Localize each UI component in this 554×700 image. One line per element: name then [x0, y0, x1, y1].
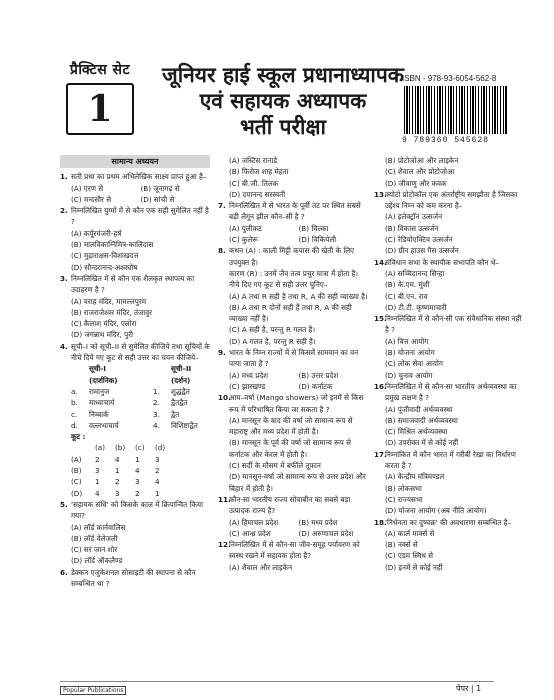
- code-cell: 4: [135, 466, 140, 476]
- code-cell: [71, 442, 95, 453]
- option-d: (D) ग्रीन हाउस गैस उत्सर्जन: [385, 246, 459, 256]
- question-text: 'सहायक संधि' को किसके काल में क्रियान्वित किया गया?: [71, 499, 203, 521]
- question-text: सूची–I को सूची–II से सुमेलित कीजिये तथा सूचियों के नीचे दिये गए कूट से सही उत्तर का चयन कीजिये–: [71, 341, 210, 363]
- code-cell: (d): [155, 443, 166, 453]
- publisher-logo: Popular Publications: [60, 686, 126, 695]
- option-d: (D) चुनाव आयोग: [385, 370, 433, 380]
- option-c: (C) कैलाश मंदिर, एलोरा: [71, 319, 137, 329]
- option-d: (D) A गलत है, परन्तु R सही है।: [229, 336, 316, 346]
- column-3: [374, 155, 524, 573]
- match-cell: द्वैतद्वैत: [171, 398, 188, 408]
- question-number: 16.: [374, 381, 387, 391]
- option-d: (D) सांची से: [140, 194, 175, 204]
- column-2: [218, 155, 368, 573]
- option-d: (D) दयानन्द सरस्वती: [229, 189, 286, 199]
- code-cell: 1: [115, 466, 120, 476]
- question-7: [218, 200, 368, 223]
- option-b: (B) लॉर्ड वेलेजली: [71, 533, 118, 543]
- question-text: निम्नलिखित में से कौन-सा जीव-समूह पर्यावरण को स्वस्थ रखने में सहायक होता है?: [229, 540, 360, 561]
- list-2-heading: सूची–II: [171, 364, 192, 374]
- code-cell: (c): [135, 443, 145, 453]
- question-text: आम–वर्षा (Mango showers) जो इनमें से किस रूप में परिभाषित किया जा सकता है ?: [229, 393, 364, 414]
- reason-text: कारण (R) : उनमें जैव तत्व प्रचुर मात्रा में होता है।: [229, 268, 358, 278]
- title-line-2: एवं सहायक अध्यापक: [199, 88, 367, 113]
- option-a: (A) एरण से: [71, 183, 104, 193]
- option-c: (C) सर जान शोर: [71, 545, 118, 555]
- option-d: (D) विकियेली: [298, 235, 337, 245]
- option-b: (B) लोकसभा: [385, 483, 422, 493]
- code-cell: 3: [135, 477, 140, 487]
- option-c: (C) बी.एन. राव: [385, 291, 428, 301]
- assertion-text: कथन (A) : काली मिट्टी कपास की खेती के लिए उपयुक्त है।: [229, 246, 355, 267]
- question-number: 10.: [218, 393, 231, 403]
- question-text: निम्नांकित में कौन भारत में गरीबी रेखा का निर्धारण करता है ?: [385, 449, 516, 471]
- question-number: 9.: [218, 348, 226, 358]
- question-text: क्योटो प्रोटोकॉल एक अंतर्राष्ट्रीय समझौता है जिसका उद्देश्य निम्न को कम करना है–: [385, 189, 518, 211]
- option-b: (B) मालविकाग्निमित्र-कालिदास: [71, 240, 154, 250]
- question-3: [60, 273, 210, 296]
- question-text: 'निर्धनता का दुष्चक्र' की अवधारणा सम्बन्धित है–: [385, 517, 512, 527]
- option-a: (A) शैवाल और लाइकेन: [229, 562, 293, 572]
- list-1-heading: सूची-I: [89, 364, 106, 374]
- code-cell: 3: [155, 454, 160, 464]
- barcode-number: 9 789360 545628: [402, 136, 510, 145]
- code-cell: 2: [155, 466, 160, 476]
- question-number: 14.: [374, 257, 387, 267]
- option-c: (C) मिश्रित अर्थव्यवस्था: [385, 427, 448, 437]
- code-cell: 4: [95, 488, 100, 498]
- option-a: (A) मानसून के बाद की वर्षा जो सामान्य रूप से महाराष्ट्र और मध्य प्रदेश में होती है।: [229, 415, 353, 437]
- question-number: 4.: [60, 341, 68, 351]
- option-d: (D) योजना आयोग (अब नीति आयोग): [385, 506, 487, 516]
- code-cell: (B): [71, 466, 82, 476]
- option-c: (C) मन्दसौर से: [71, 194, 112, 204]
- match-cell: b.: [71, 398, 78, 408]
- practice-set-number: 1: [66, 83, 134, 135]
- option-b: (B) A तथा R दोनों सही हैं तथा R, A की सही व्याख्या नहीं है।: [229, 302, 352, 324]
- title-line-3: भर्ती परीक्षा: [240, 114, 326, 139]
- option-c: (C) मुद्राराक्षस-विशाखदत्त: [71, 251, 139, 261]
- code-cell: 4: [115, 454, 120, 464]
- option-b: (B) उत्तर प्रदेश: [298, 370, 339, 380]
- page-number: पेपर | 1: [456, 684, 482, 693]
- option-b: (B) नर्क्स से: [385, 540, 418, 550]
- option-c: (C) लोक सेवा आयोग: [385, 359, 443, 369]
- match-cell: 4.: [153, 420, 160, 430]
- practice-set-box: [52, 60, 148, 135]
- option-a: (A) मध्य प्रदेश: [229, 370, 269, 380]
- code-cell: (A): [71, 454, 82, 464]
- question-text: सती प्रथा का प्रथम अभिलेखिक साक्ष्य प्राप्त हुआ है–: [71, 172, 207, 182]
- footer-divider: [60, 681, 494, 682]
- option-c: (C) रेडियोएक्टिव उत्सर्जन: [385, 235, 453, 245]
- question-number: 1.: [60, 172, 68, 182]
- option-a: (A) सच्चिदानन्द सिन्हा: [385, 268, 445, 278]
- question-1: [60, 171, 210, 182]
- code-cell: 1: [155, 488, 160, 498]
- title-line-1: जूनियर हाई स्कूल प्रधानाध्यापक: [162, 62, 404, 87]
- option-a: (A) इलेक्ट्रॉन उत्सर्जन: [385, 212, 443, 222]
- question-9: [218, 347, 368, 370]
- match-cell: शुद्धद्वैत: [171, 386, 190, 396]
- option-a: (A) पुलीकट: [229, 223, 262, 233]
- question-number: 7.: [218, 201, 226, 211]
- option-c: (C) आन्ध्र प्रदेश: [229, 528, 271, 538]
- question-number: 3.: [60, 273, 68, 283]
- option-b: (B) मध्य प्रदेश: [298, 517, 338, 527]
- option-b: (B) विकास उत्सर्जन: [385, 223, 439, 233]
- option-d: (D) जगन्नाथ मंदिर, पुरी: [71, 330, 134, 340]
- section-heading: सामान्य अध्ययन: [60, 155, 210, 168]
- question-number: 15.: [374, 314, 387, 324]
- option-grid: [218, 370, 368, 393]
- option-b: (B) जूनागढ़ से: [140, 183, 180, 193]
- option-d: (D) मानसून-वर्षा जो सामान्य रूप से उत्तर प्रदेश और बिहार में होती है।: [229, 472, 366, 493]
- option-d: (D) अरुणाचल प्रदेश: [298, 528, 354, 538]
- match-cell: वल्लभाचार्य: [89, 420, 119, 430]
- option-grid: [218, 223, 368, 246]
- question-text: निम्नलिखित में से भारत के पूर्वी तट पर स्थित सबसे बड़ी लैगून झील कौन–सी है ?: [229, 201, 361, 222]
- code-cell: 1: [135, 454, 140, 464]
- option-c: (C) कुलेरू: [229, 235, 258, 245]
- option-b: (B) समाजवादी अर्थव्यवस्था: [385, 415, 458, 425]
- match-cell: 2.: [153, 398, 160, 408]
- code-cell: (D): [71, 488, 83, 498]
- match-cell: 3.: [153, 409, 160, 419]
- question-number: 6.: [60, 567, 68, 577]
- match-cell: d.: [71, 420, 78, 430]
- match-cell: 1.: [153, 386, 160, 396]
- match-cell: द्वैत: [171, 409, 180, 419]
- question-number: 11.: [218, 494, 231, 504]
- code-cell: 3: [95, 466, 100, 476]
- question-number: 8.: [218, 246, 226, 256]
- option-c: (C) A सही है, परन्तु R गलत है।: [229, 325, 316, 335]
- question-8: [218, 245, 368, 268]
- question-text: भारत के निम्न राज्यों में से किसमें सामवान का वन पाया जाता है ?: [229, 348, 359, 369]
- match-cell: रामानुज: [89, 386, 110, 396]
- option-d: (D) सौन्दरानन्द-अश्वघोष: [71, 262, 138, 272]
- codes-label: कूट :: [71, 432, 86, 442]
- question-2: [60, 205, 210, 228]
- option-a: (A) केन्द्रीय मंत्रिमण्डल: [385, 472, 445, 482]
- list-1-subheading: (दार्शनिक): [89, 375, 118, 385]
- question-5: [60, 499, 210, 522]
- question-text: निम्नलिखित में से कौन एक शैलकृत स्थापत्य का उदाहरण है ?: [71, 273, 195, 295]
- code-cell: (a): [95, 443, 106, 453]
- option-c: (C) सर्दी के मौसम में बर्फीले तूफ़ान: [229, 461, 321, 471]
- option-a: (A) जस्टिस रानाडे: [229, 156, 278, 165]
- question-number: 12.: [218, 540, 231, 550]
- question-13: [374, 189, 524, 212]
- question-text: निम्नलिखित में से कौन-सा भारतीय अर्थव्यवस्था का प्रमुख लक्षण है ?: [385, 381, 517, 403]
- option-a: (A) हिमाचल प्रदेश: [229, 517, 279, 527]
- code-cell: 3: [115, 488, 120, 498]
- option-d: (D) टी.टी. कृष्णमाचारी: [385, 302, 447, 312]
- option-d: (D) कर्नाटक: [298, 381, 333, 391]
- question-text: डेक्कन एजुकेशनल सोसाइटी की स्थापना से कौन सम्बन्धित था ?: [71, 567, 196, 588]
- option-d: (D) इनमें से कोई नहीं: [385, 562, 443, 572]
- option-a: (A) कर्पूरमंजरी-हर्ष: [71, 228, 122, 238]
- match-cell: a.: [71, 386, 78, 396]
- option-a: (A) A तथा R सही है तथा R, A की सही व्याख्या है।: [229, 291, 368, 301]
- question-11: [218, 494, 368, 517]
- match-cell: c.: [71, 409, 78, 419]
- question-number: 2.: [60, 206, 68, 216]
- option-c: (C) एडम स्मिथ से: [385, 551, 434, 561]
- question-6: [60, 567, 210, 590]
- question-text: निम्नलिखित में से कौन-सी एक संवैधानिक संस्था नहीं है ?: [385, 314, 522, 335]
- question-12: [218, 539, 368, 562]
- column-1: [60, 155, 210, 589]
- option-b: (B) फिरोज शाह मेहता: [229, 167, 289, 177]
- code-cell: (b): [115, 443, 126, 453]
- match-table: [60, 363, 210, 431]
- codes-table: [60, 442, 210, 498]
- question-15: [374, 313, 524, 336]
- question-number: 18.: [374, 517, 387, 527]
- option-d: (D) उपरोक्त में से कोई नहीं: [385, 438, 459, 448]
- option-pair: [60, 183, 210, 206]
- question-text: संविधान सभा के स्थायीक सभापति कौन थे–: [385, 257, 500, 267]
- match-cell: विशिष्टाद्वैत: [171, 420, 198, 430]
- list-2-subheading: (दर्शन): [171, 375, 191, 385]
- match-cell: निम्बार्क: [89, 409, 109, 419]
- question-10: [218, 392, 368, 415]
- question-17: [374, 449, 524, 472]
- option-c: (C) राज्यसभा: [385, 494, 423, 504]
- option-a: (A) वराह मंदिर, मामल्लपुरम: [71, 296, 147, 306]
- question-number: 17.: [374, 449, 387, 459]
- code-cell: 1: [95, 477, 100, 487]
- match-cell: माध्वाचार्य: [89, 398, 115, 408]
- question-number: 5.: [60, 499, 68, 509]
- option-b: (B) प्रोटोजोआ और लाइकेन: [385, 156, 459, 165]
- code-cell: 2: [135, 488, 140, 498]
- option-b: (B) चिल्का: [298, 223, 329, 233]
- question-text: निम्नलिखित युग्मों में से कौन एक सही सुमेलित नहीं है ?: [71, 206, 209, 227]
- isbn-text: ISBN - 978-93-6054-562-8: [402, 74, 497, 83]
- question-16: [374, 381, 524, 404]
- option-d: (D) जीवाणु और कवक: [385, 178, 447, 188]
- option-a: (A) वित्त आयोग: [385, 336, 429, 346]
- page-header: [0, 0, 554, 150]
- option-c: (C) शैवाल और प्रोटोजोआ: [385, 167, 455, 177]
- practice-set-label: प्रैक्टिस सेट: [69, 62, 131, 78]
- question-number: 13.: [374, 189, 387, 199]
- option-a: (A) पूंजीवादी अर्थव्यवस्था: [385, 404, 453, 414]
- question-14: [374, 257, 524, 268]
- option-b: (B) के.एम. मुंशी: [385, 280, 430, 290]
- option-a: (A) लॉर्ड कार्नवालिस: [71, 522, 126, 532]
- option-b: (B) राजराजेश्वर मंदिर, तंजावुर: [71, 307, 153, 317]
- question-text: कौन-सा भारतीय राज्य सोयाबीन का सबसे बड़ा उत्पादक राज्य है?: [229, 494, 351, 516]
- option-grid: [218, 517, 368, 540]
- barcode-image: [404, 86, 508, 134]
- code-cell: 2: [115, 477, 120, 487]
- code-cell: (C): [71, 477, 82, 487]
- option-b: (B) मानसून के पूर्व की वर्षा जो सामान्य रूप से कर्नाटक और केरल में होती है।: [229, 438, 351, 459]
- option-c: (C) बी.जी. तिलक: [229, 178, 279, 188]
- question-4: [60, 341, 210, 364]
- option-c: (C) झारखण्ड: [229, 381, 266, 391]
- option-d: (D) लॉर्ड ऑकलैण्ड: [71, 556, 123, 566]
- option-a: (A) कार्ल मार्क्स से: [385, 528, 435, 538]
- code-cell: 2: [95, 454, 100, 464]
- question-18: [374, 517, 524, 528]
- code-cell: 4: [155, 477, 160, 487]
- page-title: [158, 62, 408, 140]
- instruction-text: नीचे दिए गए कूट से सही उत्तर चुनिए–: [229, 280, 328, 290]
- option-b: (B) योजना आयोग: [385, 348, 435, 358]
